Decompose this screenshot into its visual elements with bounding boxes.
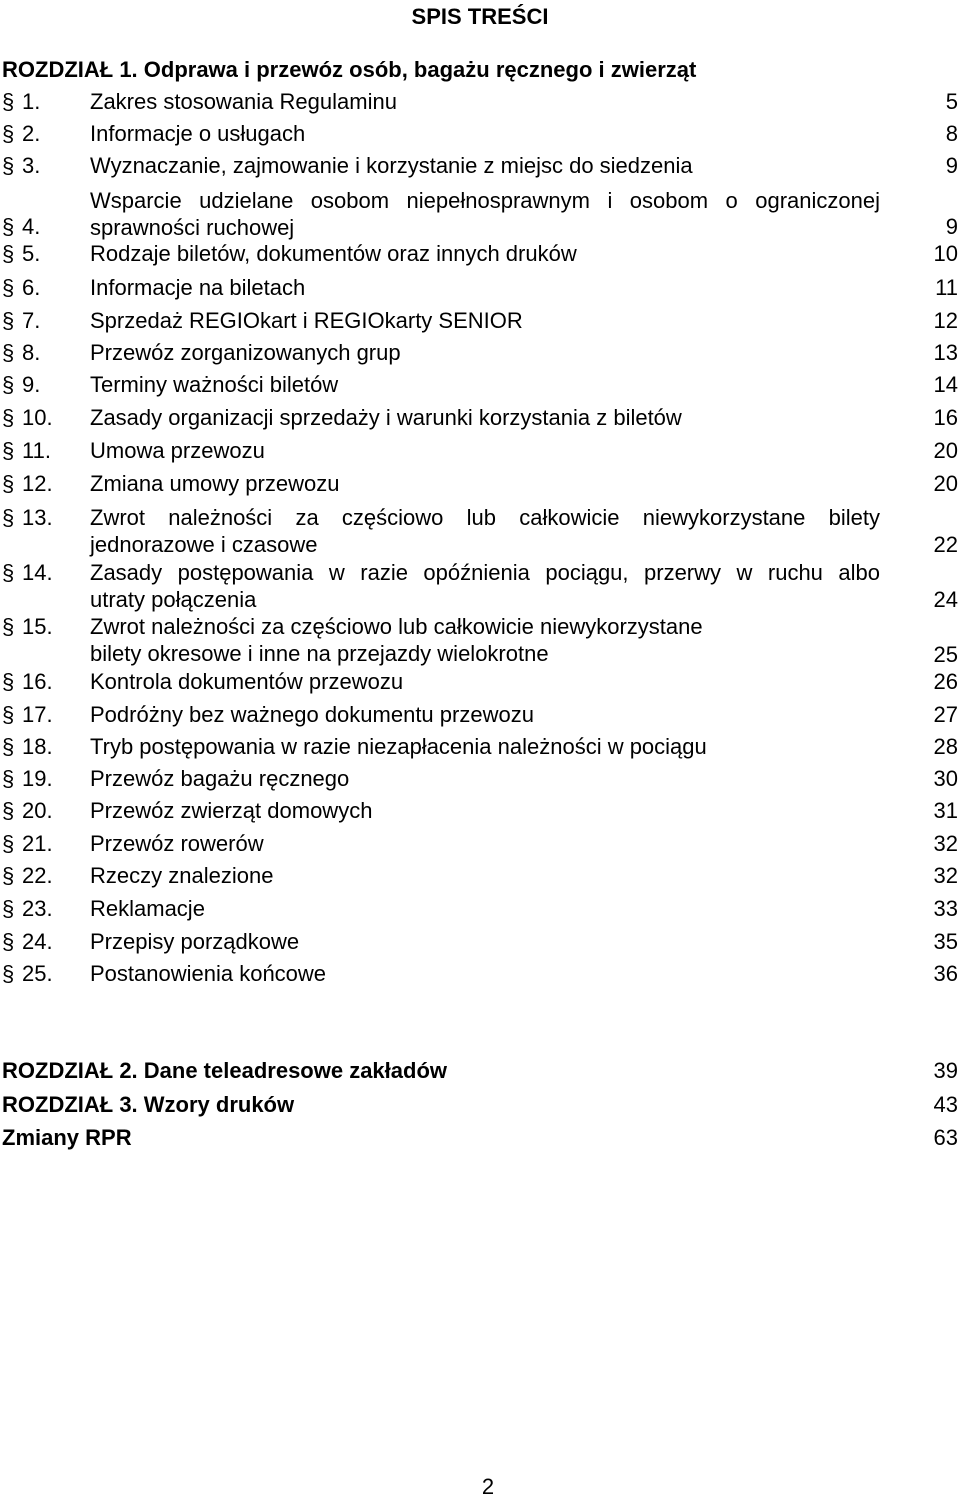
toc-entry-page: 27 [933, 702, 958, 727]
toc-entry-title: Podróżny bez ważnego dokumentu przewozu [90, 702, 534, 727]
section-sign: § [2, 89, 15, 114]
section-sign: § [2, 471, 15, 496]
toc-entry-number: 15. [22, 614, 53, 639]
section-sign: § [2, 798, 15, 823]
toc-entry-title: Sprzedaż REGIOkart i REGIOkarty SENIOR [90, 308, 523, 333]
section-sign: § [2, 614, 15, 639]
toc-entry-title: Tryb postępowania w razie niezapłacenia należności w pociągu [90, 734, 707, 759]
chapter-entry-title: ROZDZIAŁ 3. Wzory druków [2, 1092, 295, 1117]
toc-entry-title: Reklamacje [90, 896, 205, 921]
toc-entry-page: 9 [945, 214, 958, 239]
toc-entry-title: Informacje na biletach [90, 275, 306, 300]
toc-entry-page: 14 [933, 372, 958, 397]
toc-entry-title: bilety okresowe i inne na przejazdy wielokrotne [90, 641, 549, 666]
toc-entry-number: 23. [22, 896, 53, 921]
chapter-1-heading: ROZDZIAŁ 1. Odprawa i przewóz osób, bagażu ręcznego i zwierząt [2, 57, 697, 82]
toc-entry-page: 30 [933, 766, 958, 791]
toc-entry-page: 36 [933, 961, 958, 986]
toc-entry-page: 33 [933, 896, 958, 921]
toc-entry-number: 25. [22, 961, 53, 986]
toc-entry-number: 16. [22, 669, 53, 694]
page-number: 2 [481, 1474, 495, 1499]
toc-entry-number: 3. [22, 153, 41, 178]
toc-entry-title: Wyznaczanie, zajmowanie i korzystanie z miejsc do siedzenia [90, 153, 693, 178]
section-sign: § [2, 153, 15, 178]
toc-entry-title: Przewóz rowerów [90, 831, 264, 856]
toc-entry-number: 1. [22, 89, 41, 114]
section-sign: § [2, 505, 15, 530]
toc-entry-title: Wsparcie udzielane osobom niepełnosprawnym i osobom o ograniczonej [90, 188, 880, 213]
toc-entry-number: 13. [22, 505, 53, 530]
toc-entry-title: sprawności ruchowej [90, 215, 295, 240]
toc-entry-title: Przewóz zorganizowanych grup [90, 340, 401, 365]
section-sign: § [2, 896, 15, 921]
toc-entry-title: Informacje o usługach [90, 121, 306, 146]
toc-entry-page: 20 [933, 471, 958, 496]
section-sign: § [2, 831, 15, 856]
toc-entry-page: 5 [945, 89, 958, 114]
page-title: SPIS TREŚCI [411, 4, 549, 29]
toc-entry-page: 26 [933, 669, 958, 694]
toc-entry-number: 14. [22, 560, 53, 585]
section-sign: § [2, 560, 15, 585]
toc-entry-title: Zasady postępowania w razie opóźnienia pociągu, przerwy w ruchu albo [90, 560, 880, 585]
chapter-entry-page: 43 [933, 1092, 958, 1117]
section-sign: § [2, 241, 15, 266]
chapter-entry-page: 39 [933, 1058, 958, 1083]
toc-entry-number: 20. [22, 798, 53, 823]
section-sign: § [2, 766, 15, 791]
toc-entry-number: 8. [22, 340, 41, 365]
toc-entry-page: 24 [933, 587, 958, 612]
toc-entry-page: 32 [933, 863, 958, 888]
toc-entry-title: Przewóz zwierząt domowych [90, 798, 373, 823]
toc-entry-number: 12. [22, 471, 53, 496]
toc-entry-number: 22. [22, 863, 53, 888]
toc-entry-title: Przewóz bagażu ręcznego [90, 766, 350, 791]
toc-entry-page: 22 [933, 532, 958, 557]
section-sign: § [2, 214, 15, 239]
toc-entry-page: 32 [933, 831, 958, 856]
toc-entry-number: 24. [22, 929, 53, 954]
toc-entry-number: 21. [22, 831, 53, 856]
toc-entry-page: 8 [945, 121, 958, 146]
toc-entry-number: 9. [22, 372, 41, 397]
toc-entry-title: Rzeczy znalezione [90, 863, 274, 888]
section-sign: § [2, 734, 15, 759]
toc-entry-page: 20 [933, 438, 958, 463]
section-sign: § [2, 863, 15, 888]
toc-entry-number: 6. [22, 275, 41, 300]
section-sign: § [2, 669, 15, 694]
section-sign: § [2, 340, 15, 365]
toc-entry-page: 13 [933, 340, 958, 365]
toc-entry-number: 7. [22, 308, 41, 333]
section-sign: § [2, 308, 15, 333]
toc-entry-page: 10 [933, 241, 958, 266]
toc-entry-page: 28 [933, 734, 958, 759]
toc-entry-page: 31 [933, 798, 958, 823]
toc-entry-number: 5. [22, 241, 41, 266]
section-sign: § [2, 121, 15, 146]
section-sign: § [2, 702, 15, 727]
toc-entry-title: Rodzaje biletów, dokumentów oraz innych druków [90, 241, 577, 266]
section-sign: § [2, 961, 15, 986]
toc-entry-page: 9 [945, 153, 958, 178]
toc-entry-number: 18. [22, 734, 53, 759]
toc-entry-number: 17. [22, 702, 53, 727]
section-sign: § [2, 438, 15, 463]
chapter-entry-page: 63 [933, 1125, 958, 1150]
toc-entry-title: Zasady organizacji sprzedaży i warunki korzystania z biletów [90, 405, 682, 430]
chapter-entry-title: ROZDZIAŁ 2. Dane teleadresowe zakładów [2, 1058, 448, 1083]
toc-entry-title: Umowa przewozu [90, 438, 265, 463]
toc-entry-number: 2. [22, 121, 41, 146]
toc-entry-number: 11. [22, 438, 51, 463]
toc-entry-title: Zakres stosowania Regulaminu [90, 89, 397, 114]
toc-entry-title: Terminy ważności biletów [90, 372, 339, 397]
toc-entry-title: Przepisy porządkowe [90, 929, 300, 954]
toc-entry-title: jednorazowe i czasowe [90, 532, 318, 557]
toc-entry-page: 11 [935, 275, 958, 300]
section-sign: § [2, 929, 15, 954]
section-sign: § [2, 405, 15, 430]
toc-entry-title: Kontrola dokumentów przewozu [90, 669, 404, 694]
toc-entry-number: 4. [22, 214, 41, 239]
toc-entry-page: 35 [933, 929, 958, 954]
toc-entry-title: utraty połączenia [90, 587, 257, 612]
toc-entry-number: 19. [22, 766, 53, 791]
chapter-entry-title: Zmiany RPR [2, 1125, 132, 1150]
section-sign: § [2, 372, 15, 397]
toc-entry-title: Postanowienia końcowe [90, 961, 327, 986]
toc-entry-title: Zmiana umowy przewozu [90, 471, 340, 496]
section-sign: § [2, 275, 15, 300]
toc-entry-page: 16 [933, 405, 958, 430]
toc-entry-number: 10. [22, 405, 53, 430]
toc-entry-title: Zwrot należności za częściowo lub całkowicie niewykorzystane bilety [90, 505, 880, 530]
toc-entry-title: Zwrot należności za częściowo lub całkowicie niewykorzystane [90, 614, 703, 639]
toc-entry-page: 12 [933, 308, 958, 333]
toc-entry-page: 25 [933, 642, 958, 667]
